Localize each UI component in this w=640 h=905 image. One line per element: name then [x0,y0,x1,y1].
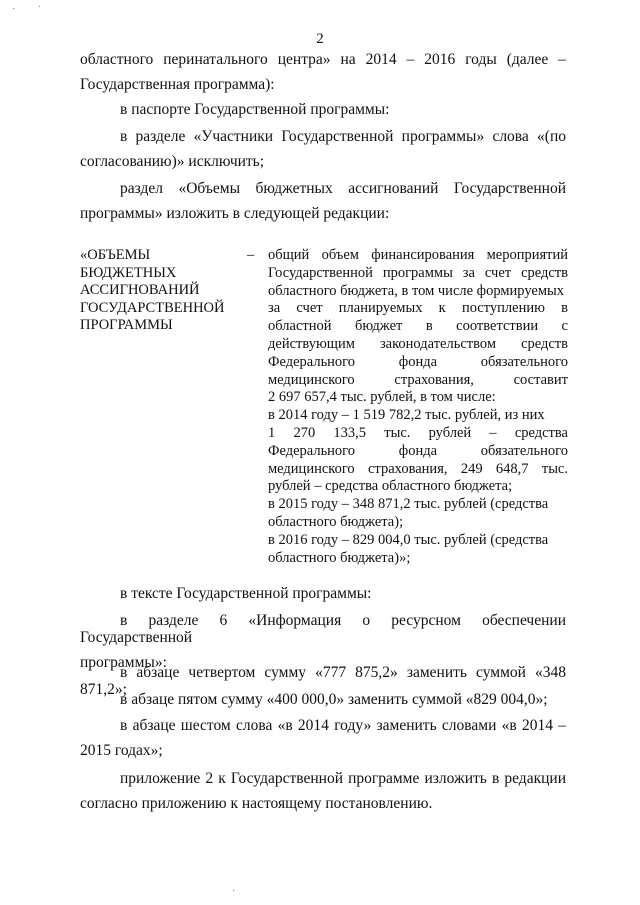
table-right-line: рублей – средства областного бюджета; [268,478,513,495]
passport-paragraph: в паспорте Государственной программы: [120,101,390,118]
scan-mark: · [12,4,16,15]
intro-paragraph: областного перинатального центра» на 2014 – 2016 годы (далее – Государственная программа): [80,51,566,93]
table-right-line: Федерального фонда обязательного [268,353,568,370]
table-right-line: областного бюджета)»; [268,549,411,566]
table-right-line: общий объем финансирования мероприятий [268,247,568,263]
table-right-line: 2 697 657,4 тыс. рублей, в том числе: [268,389,496,406]
table-right-line: Государственной программы за счет средств [268,264,568,281]
abzac5-paragraph: в абзаце пятом сумму «400 000,0» заменить суммой «829 004,0»; [120,691,548,708]
scan-mark: · [38,2,42,13]
table-right-line: в 2014 году – 1 519 782,2 тыс. рублей, из них [268,407,545,424]
scan-mark: · [232,886,236,897]
section6-paragraph: в разделе 6 «Информация о ресурсном обеспечении Государственной программы»: [80,612,566,671]
page-number: 2 [316,31,324,47]
abzac6-paragraph: в абзаце шестом слова «в 2014 году» заменить словами «в 2014 – 2015 годах»; [80,717,566,759]
table-right-line: в 2015 году – 348 871,2 тыс. рублей (средства [268,496,549,513]
table-right-line: в 2016 году – 829 004,0 тыс. рублей (средства [268,531,549,548]
table-right-line: областного бюджета, в том числе формируемых [268,282,565,299]
text-paragraph: в тексте Государственной программы: [120,585,372,602]
table-left-heading: «ОБЪЕМЫ БЮДЖЕТНЫХ АССИГНОВАНИЙ ГОСУДАРСТВЕННОЙ ПРОГРАММЫ [80,247,225,333]
table-right-line: областного бюджета); [268,513,404,530]
table-right-line: медицинского страхования, составит [268,371,568,388]
table-right-line: 1 270 133,5 тыс. рублей – средства [268,424,568,441]
abzac4-paragraph: в абзаце четвертом сумму «777 875,2» заменить суммой «348 871,2»; [80,664,566,698]
table-right-line: медицинского страхования, 249 648,7 тыс. [268,460,568,477]
participants-paragraph: в разделе «Участники Государственной программы» слова «(по согласованию)» исключить; [80,128,566,170]
table-right-line: областной бюджет в соответствии с [268,318,568,335]
table-right-line: Федерального фонда обязательного [268,442,568,459]
table-right-line: действующим законодательством средств [268,335,568,352]
appendix-paragraph: приложение 2 к Государственной программе изложить в редакции согласно приложению к настоящему постановлению. [80,770,566,812]
table-right-line: за счет планируемых к поступлению в [268,300,568,317]
table-right-content [268,247,568,567]
volumes-paragraph: раздел «Объемы бюджетных ассигнований Государственной программы» изложить в следующей редакции: [80,180,566,222]
table-dash: – [247,247,255,263]
